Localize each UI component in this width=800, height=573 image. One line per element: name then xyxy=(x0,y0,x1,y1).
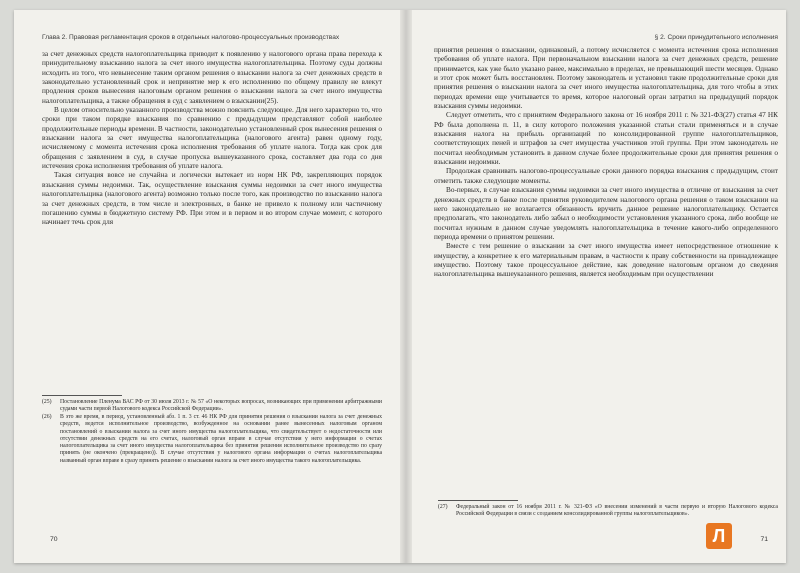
left-body-text xyxy=(42,50,382,228)
left-paragraph-2: В целом относительно указанного производства можно пояснить следующее. Для него характерно то, что сроки при таком порядке взыскания по сравнению с предыдущим представляют собой наиболее продолжительные периоды времени. В частности, законодательно установленный срок вынесения решения о взыскании налога за счет имущества налогоплательщика (налогового агента) равен одному году, исчисляемому с момента истечения срока исполнения требования об уплате налога. Тогда как срок для обращения с заявлением в суд, в случае пропуска вышеуказанного срока, составляет два года со дня истечения срока исполнения требования об уплате налога. xyxy=(42,106,382,171)
footnote-text: Федеральный закон от 16 ноября 2011 г. № 321-ФЗ «О внесении изменений в части первую и вторую Налогового кодекса Российской Федерации в связи с созданием консолидированной группы налогоплательщиков». xyxy=(456,504,778,518)
right-page xyxy=(424,10,786,563)
footnote-number: (25) xyxy=(42,399,52,405)
footnote-number: (26) xyxy=(42,414,52,421)
left-footnote-rule xyxy=(42,395,122,396)
book-spread xyxy=(14,10,786,563)
right-paragraph-3: Продолжая сравнивать налогово-процессуальные сроки данного порядка взыскания с предыдущим, стоит отметить также следующие моменты. xyxy=(434,167,778,185)
left-paragraph-3: Такая ситуация вовсе не случайна и логически вытекает из норм НК РФ, закрепляющих порядок взыскания суммы недоимки. Так, осуществление взыскания суммы недоимки за счет иного имущества налогоплательщика (налогового агента) возможно только после того, как производство по взысканию налога за счет денежных средств, в том числе и электронных, в банке не привело к полному или частичному погашению суммы в бюджетную систему РФ. При этом и в первом и во втором случае момент, с которого начинает течь срок для xyxy=(42,171,382,227)
footnote-26 xyxy=(42,414,382,465)
right-body-text xyxy=(434,46,778,280)
book-gutter xyxy=(400,10,412,563)
right-footnote-rule xyxy=(438,500,518,501)
footnote-text: В это же время, в период, установленный абз. 1 п. 3 ст. 46 НК РФ для принятия решения о взыскании налога за счет денежных средств, ведется исполнительное производство, возбужденное на основании ранее вынесенных налоговым органом постановлений о взыскании налога за счет иного имущества налогоплательщика, что свидетельствует о недостаточности или отсутствии денежных средств на его счетах, налоговый орган вправе в случае отсутствия у него информации о счетах налогоплательщика за счет иного имущества налогоплательщика без принятия решения исполнительное производство по сразу принять (не окончено (прекращено)). В случае отсутствия у налогового органа информации о счетах налогоплательщика названный орган вправе в сразу принять решение о взыскании налога за счет иного имущества такого налогоплательщика. xyxy=(60,414,382,464)
right-running-head: § 2. Сроки принудительного исполнения xyxy=(654,34,778,41)
footnote-number: (27) xyxy=(438,504,448,510)
footnote-text: Постановление Пленума ВАС РФ от 30 июля 2013 г. № 57 «О некоторых вопросах, возникающих при применении арбитражными судами части первой Налогового кодекса Российской Федерации». xyxy=(60,399,382,413)
left-footnotes xyxy=(42,399,382,465)
publisher-logo-icon: Л xyxy=(706,523,732,549)
left-paragraph-1: за счет денежных средств налогоплательщика приводит к появлению у налогового органа права перехода к принудительному взысканию налога за счет иного имущества налогоплательщика. Поэтому суды должны исходить из того, что невынесение таким органом решения о взыскании налога за счет денежных средств в законодательно установленный срок и непринятие мер к его исполнению по общему правилу не влекут продления сроков вынесения налоговым органом решения о взыскании налога за счет иного имущества налогоплательщика, а также обращения в суд с заявлением о взыскании(25). xyxy=(42,50,382,105)
right-paragraph-2: Следует отметить, что с принятием Федерального закона от 16 ноября 2011 г. № 321-ФЗ(27) статья 47 НК РФ была дополнена п. 11, в силу которого положения указанной статьи стали применяться и в случае взыскания налога на прибыль организаций по консолидированной группе налогоплательщиков, соответствующих пеней и штрафов за счет имущества участников этой группы. При этом законодатель не посчитал необходимым установить в данном случае более продолжительные сроки для принятия решения о взыскании недоимки. xyxy=(434,111,778,167)
left-running-head: Глава 2. Правовая регламентация сроков в отдельных налогово-процессуальных производствах xyxy=(42,34,340,41)
footnote-27 xyxy=(438,504,778,519)
right-paragraph-1: принятия решения о взыскании, одинаковый, а потому исчисляется с момента истечения срока исполнения требования об уплате налога. При первоначальном взыскании налога за счет денежных средств, решение принимается, как уже было указано ранее, максимально в пределах, не превышающий шести месяцев. Однако и этот срок может быть восстановлен. Поэтому законодатель и установил такие продолжительные сроки для принятия решения о взыскании налога за счет иного имущества налогоплательщика, для того чтобы в этих периодах времени еще учитывается то время, которое налоговый орган затратил на предыдущий порядок взыскания суммы недоимки. xyxy=(434,46,778,111)
right-paragraph-4: Во-первых, в случае взыскания суммы недоимки за счет иного имущества в отличие от взыскания за счет денежных средств в банке после принятия руководителем налогового органа решения о таком взыскании на него законодательно не возлагается обязанность вручить данное решение налогоплательщику. Остается предполагать, что законодатель либо забыл о необходимости установления указанного срока, либо вообще не посчитал нужным в данном случае уведомлять налогоплательщика в течение какого-либо определенного периода времени о принятом решении. xyxy=(434,186,778,241)
left-page xyxy=(28,10,390,563)
footnote-25 xyxy=(42,399,382,414)
left-page-number: 70 xyxy=(50,536,58,543)
right-page-number: 71 xyxy=(760,536,768,543)
right-footnotes xyxy=(438,504,778,519)
right-paragraph-5: Вместе с тем решение о взыскании за счет иного имущества имеет непосредственное отношение к имуществу, а конкретнее к его материальным правам, в частности к праву собственности на принадлежащее имущество. Поэтому такое процессуальное действие, как доведение налоговым органом до сведения налогоплательщика вышеуказанного решения, является необходимым при осуществлении xyxy=(434,242,778,279)
